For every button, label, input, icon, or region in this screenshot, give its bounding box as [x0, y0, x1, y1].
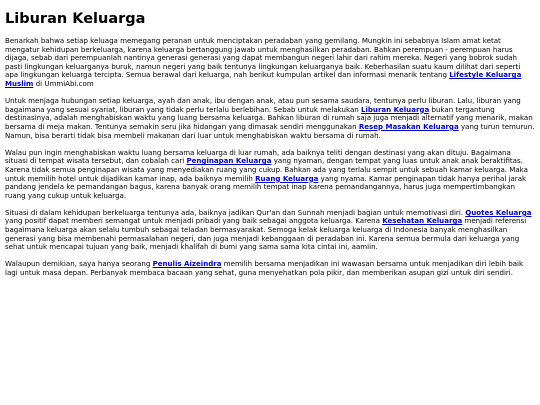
page-title: Liburan Keluarga: [5, 11, 146, 27]
article-paragraph: [5, 149, 535, 201]
inline-link[interactable]: Kesehatan Keluarga: [382, 216, 463, 226]
paragraph-text: yang positif dapat memberi semangat untuk menjadi pribadi yang baik sebagai anggota keluarga. Karena: [5, 216, 383, 226]
article-paragraph: [5, 37, 535, 89]
paragraph-text: Situasi di dalam kehidupan berkeluarga tentunya ada, baiknya jadikan Qur'an dan Sunnah menjadi bagian untuk memotivasi diri.: [5, 207, 466, 217]
article-body: [5, 37, 535, 278]
inline-link[interactable]: Resep Masakan Keluarga: [358, 121, 459, 131]
inline-link[interactable]: Penginapan Keluarga: [186, 156, 272, 166]
article-paragraph: [5, 260, 535, 277]
paragraph-text: Untuk menjaga hubungan setiap keluarga, ayah dan anak, ibu dengan anak, atau pun sesama saudara, tentunya perlu liburan. Lalu, liburan yang bagaimana yang sesuai syariat, liburan yang tidak perlu terlalu berlebihan. Sebab untuk melakukan: [5, 96, 521, 114]
paragraph-text: memilih bersama menjadikan ini wawasan bersama untuk menjadikan diri lebih baik lagi untuk masa depan. Perbanyak membaca bacaan yang sehat, guna menyehatkan pola pikir, dan memberikan asupan gizi untuk diri sendiri.: [5, 259, 524, 278]
inline-link[interactable]: Liburan Keluarga: [360, 104, 430, 114]
paragraph-text: Walau pun ingin menghabiskan waktu luang bersama keluarga di luar rumah, ada baiknya teliti dengan destinasi yang akan dituju. Bagaimana situasi di tempat wisata tersebut, dan cobalah cari: [5, 147, 511, 166]
paragraph-text: menjadi referensi bagaimana keluarga akan selalu tumbuh sebagai teladan bermasyarakat. Semoga kelak keluarga keluarga di Indonesia banyak menghasilkan generasi yang bisa membenahi permasalahan negeri, dan juga menjadi kebanggaan di peradaban ini. Karena semua bermula dari keluarga yang sehat untuk mencapai tujuan yang baik, menjadi khalifah di bumi yang sama sama kita cintai ini, aamiin.: [5, 216, 527, 252]
paragraph-text: di UmmiAbi.com: [33, 78, 94, 88]
article-paragraph: [5, 97, 535, 140]
inline-link[interactable]: Ruang Keluarga: [255, 173, 319, 183]
inline-link[interactable]: Quotes Keluarga: [465, 207, 532, 217]
paragraph-text: bukan tergantung destinasinya, adalah menghabiskan waktu yang luang bersama keluarga. Bahkan liburan di rumah saja juga menjadi alternatif yang menarik, makan bersama di meja makan. Tentunya semakin seru jika hidangan yang dimasak sendiri menggunakan: [5, 104, 533, 131]
article-paragraph: [5, 209, 535, 252]
paragraph-text: yang nyama. Kamar penginapan tidak hanya perihal jarak pandang jendela ke pemandangan bagus, karena banyak orang memilih tempat inap karena pemandangannya, harus juga mempertimbangkan ruang yang cukup untuk keluarga.: [5, 173, 527, 200]
inline-link[interactable]: Penulis Aizeindra: [152, 259, 222, 269]
paragraph-text: yang turun temurun. Namun, bisa berarti tidak bisa membeli makanan dari luar untuk menghabiskan waktu bersama di rumah.: [5, 121, 535, 140]
paragraph-text: yang nyaman, dengan tempat yang luas untuk anak anak beraktifitas. Karena tidak semua penginapan wisata yang menyediakan ruang yang cukup. Bahkan ada yang terlalu sempit untuk sebuah kamar keluarga. Maka untuk memilih hotel untuk dijadikan kamar inap, ada baiknya memilih: [5, 156, 528, 183]
inline-link[interactable]: Lifestyle Keluarga Muslim: [5, 70, 522, 88]
paragraph-text: Walaupun demikian, saya hanya seorang: [5, 259, 153, 269]
paragraph-text: Benarkah bahwa setiap keluaga memegang peranan untuk menciptakan peradaban yang gemilang. Mungkin ini sebabnya Islam amat ketat mengatur kehidupan berkeluarga, karena keluarga bertanggung jawab untuk menghasilkan peradaban. Bahkan perempuan - perempuan harus dijaga, sebab dari perempuanlah nantinya generasi generasi yang dapat membangun negeri lahir dari rahim mereka. Negeri yang bobrok sudah pasti lingkungan keluarganya buruk, namun negeri yang baik tentunya lingkungan keluarganya baik. Keberhasilan suatu kaum dilihat dari seperti apa lingkungan keluarga tercipta. Semua berawal dari keluarga, nah berikut kumpulan artikel dan informasi menarik tentang: [5, 36, 521, 80]
